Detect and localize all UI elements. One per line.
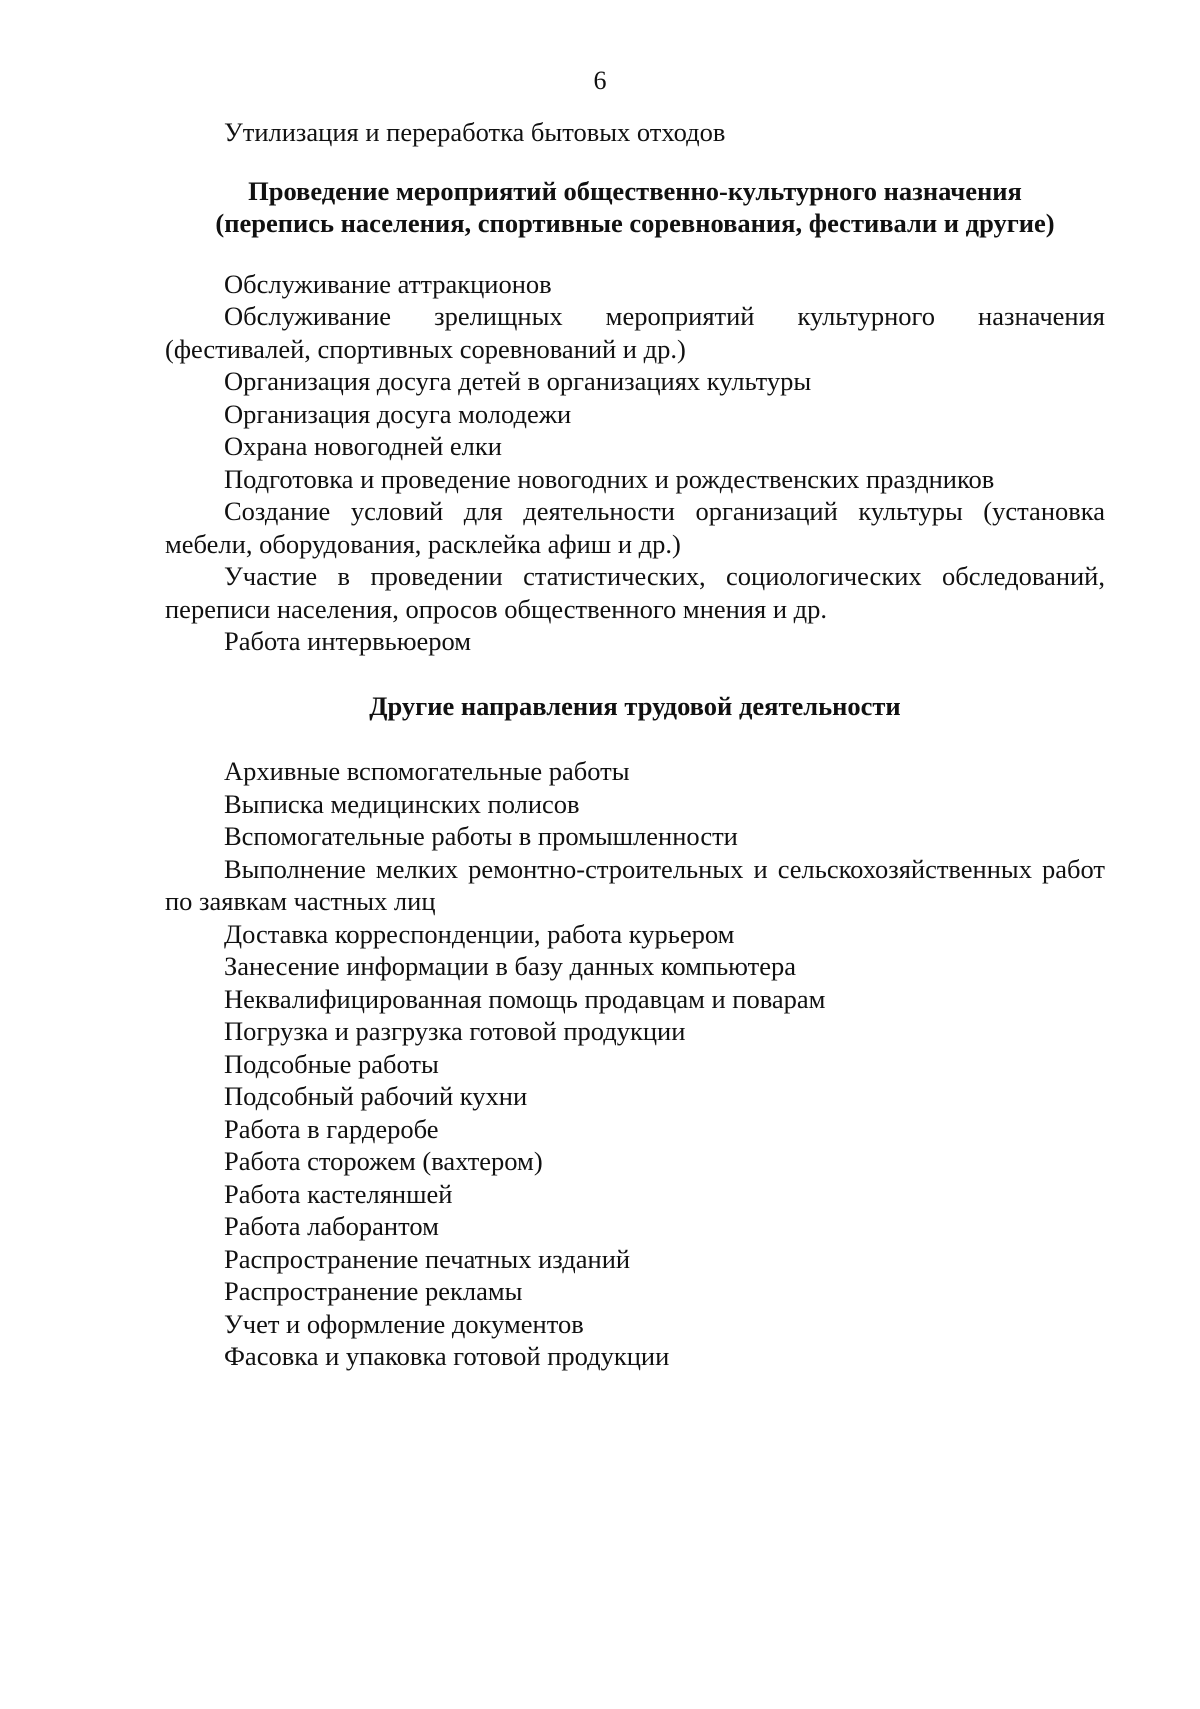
list-item: Вспомогательные работы в промышленности (224, 821, 738, 851)
list-item: Распространение печатных изданий (224, 1243, 631, 1274)
list-item: Подсобный рабочий кухни (224, 1081, 528, 1111)
section1-heading-line1: Проведение мероприятий общественно-культурного назначения (248, 175, 1022, 206)
list-item: Подсобные работы (224, 1048, 439, 1079)
list-item: Неквалифицированная помощь продавцам и поварам (224, 983, 826, 1014)
list-item: Распространение рекламы (224, 1276, 523, 1306)
list-item: Выполнение мелких ремонтно-строительных и сельскохозяйственных работ по заявкам частных лиц (165, 853, 1105, 916)
section2-list (165, 755, 1105, 1373)
list-item: Организация досуга детей в организациях культуры (224, 366, 812, 396)
section1-heading (165, 175, 1105, 240)
list-item: Работа в гардеробе (224, 1113, 439, 1144)
document-body (165, 116, 1105, 1373)
section1-list (165, 268, 1105, 658)
list-item: Создание условий для деятельности организаций культуры (установка мебели, оборудования, расклейка афиш и др.) (165, 496, 1105, 559)
list-item: Охрана новогодней елки (224, 431, 502, 461)
list-item: Работа кастеляншей (224, 1178, 453, 1209)
list-item: Учет и оформление документов (224, 1308, 584, 1339)
list-item: Погрузка и разгрузка готовой продукции (224, 1016, 686, 1046)
list-item: Обслуживание аттракционов (224, 268, 552, 299)
list-item: Архивные вспомогательные работы (224, 756, 630, 786)
intro-line: Утилизация и переработка бытовых отходов (224, 117, 726, 147)
list-item: Подготовка и проведение новогодних и рождественских праздников (224, 463, 995, 494)
list-item: Обслуживание зрелищных мероприятий культурного назначения (фестивалей, спортивных соревнований и др.) (165, 301, 1105, 364)
list-item: Выписка медицинских полисов (224, 788, 580, 819)
list-item: Занесение информации в базу данных компьютера (224, 951, 796, 981)
list-item: Участие в проведении статистических, социологических обследований, переписи населения, опросов общественного мнения и др. (165, 561, 1105, 624)
list-item: Организация досуга молодежи (224, 398, 572, 429)
list-item: Работа интервьюером (224, 626, 472, 656)
list-item: Работа сторожем (вахтером) (224, 1146, 543, 1176)
list-item: Работа лаборантом (224, 1211, 439, 1241)
list-item: Доставка корреспонденции, работа курьером (224, 918, 735, 949)
section1-heading-line2: (перепись населения, спортивные соревнования, фестивали и другие) (215, 208, 1055, 238)
page-number: 6 (593, 66, 607, 95)
section2-heading: Другие направления трудовой деятельности (369, 690, 901, 721)
list-item: Фасовка и упаковка готовой продукции (224, 1341, 670, 1371)
